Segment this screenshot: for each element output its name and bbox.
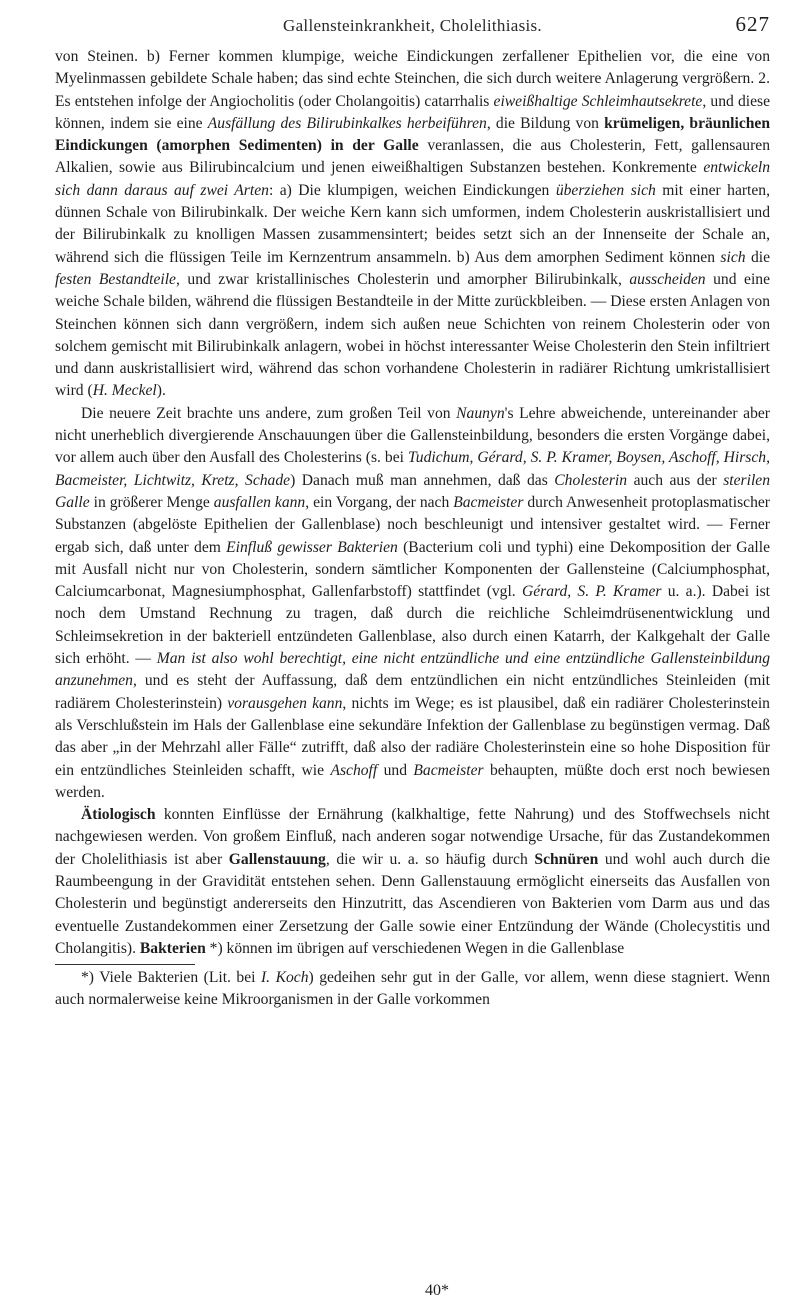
text-run: mit einer harten, dünnen Schale von Bilirubinkalk. Der weiche Kern kann sich umformen, indem Cholesterin auskristallisiert und der Bilirubinkalk zu knolligen Massen zusammensintert; beides setzt sich an der Innenseite der Schale an, während sich die flüssigen Teile im Kernzentrum ansammeln. b) Aus dem amorphen Sediment können — [55, 181, 771, 266]
emphasis: Einfluß gewisser Bakterien — [226, 538, 398, 556]
text-run: auch aus der — [627, 471, 724, 489]
author-name: Naunyn — [456, 404, 505, 422]
author-list: Tudichum, Gérard, S. P. Kramer, Boysen, Aschoff, Hirsch, Bacmeister, Lichtwitz, Kretz, Schade — [55, 449, 770, 489]
bold-term: Schnüren — [534, 850, 599, 868]
paragraph-etiology — [55, 804, 770, 960]
text-run: in größerer Menge — [89, 493, 214, 511]
text-run: und — [377, 761, 414, 779]
emphasis: Cholesterin — [554, 471, 628, 489]
text-run: und wohl auch durch die Raumbeengung in der Gravidität entstehen sehen. Denn Gallenstauung ermöglicht einerseits das Ausfallen von Cholesterin und begünstigt andererseits den Hinzutritt, das Ascendieren von Bakterien vom Darm aus und das eventuelle Zustandekommen einer Zersetzung der Galle sowie einer Entzündung der Wände (Cholecystitis und Cholangitis). — [55, 850, 770, 957]
footnote-rule — [55, 964, 195, 965]
text-run: veranlassen, die aus Cholesterin, Fett, gallensauren Alkalien, sowie aus Bilirubincalcium und jenen eiweißhaltigen Substanzen bestehen. Konkremente — [55, 137, 770, 177]
text-run: durch Anwesenheit protoplasmatischer Substanzen (abgelöste Epithelien der Gallenblase) noch beschleunigt und intensiver gestaltet wird. — Ferner ergab sich, daß unter dem — [55, 493, 770, 556]
text-run: behaupten, müßte doch erst noch bewiesen werden. — [55, 761, 771, 801]
text-run: , und diese können, indem sie eine — [55, 92, 770, 132]
author-name: I. Koch — [260, 969, 309, 987]
paragraph-recent-theories — [55, 403, 770, 804]
text-run: , und es steht der Auffassung, daß dem entzündlichen ein nicht entzündliches Steinleiden (mit radiärem Cholesterinstein) — [55, 672, 770, 712]
text-run: ). — [156, 382, 166, 400]
bold-term: krümeligen, bräunlichen Eindickungen (amorphen Sedimenten) in der Galle — [55, 114, 771, 155]
text-run: (Bacterium coli und typhi) eine Dekomposition der Galle mit Ausfall nicht nur von Cholesterin, sondern sämtlicher Komponenten der Gallensteine (Calciumphosphat, Calciumcarbonat, Magnesiumphosphat, Gallenfarbstoff) stattfindet (vgl. — [55, 538, 771, 601]
bold-term: Gallenstauung — [228, 850, 326, 868]
text-run: u. a.). Dabei ist noch dem Umstand Rechnung zu tragen, daß durch die reichliche Schleimdrüsenentwicklung und Schleimsekretion in der bakteriell entzündeten Gallenblase, also durch einen Katarrh, der Kalkgehalt der Galle sich erhöht. — — [55, 583, 771, 668]
emphasis: festen Bestandteile — [55, 270, 176, 288]
text-run: konnten Einflüsse der Ernährung (kalkhaltige, fette Nahrung) und des Stoffwechsels nicht nachgewiesen werden. Von großem Einfluß, nach anderen sogar notwendige Ursache, für das Zustandekommen der Cholelithiasis ist aber — [55, 806, 770, 868]
text-run: *) können im übrigen auf verschiedenen Wegen in die Gallenblase — [205, 939, 625, 957]
text-run: ) Danach muß man annehmen, daß das — [290, 471, 555, 489]
footnote-text — [55, 967, 770, 1012]
text-run: : a) Die klumpigen, weichen Eindickungen — [268, 181, 556, 199]
text-run: , nichts im Wege; es ist plausibel, daß ein radiärer Cholesterinstein als Verschlußstein im Hals der Gallenblase eine sekundäre Infektion der Gallenblase zu begünstigen vermag. Daß das aber „in der Mehrzahl aller Fälle“ zutrifft, daß also der radiäre Cholesterinstein eine so hohe Disposition für ein entzündliches Steinleiden schafft, wie — [55, 694, 770, 779]
text-run: , ein Vorgang, der nach — [305, 493, 454, 511]
emphasis: sich — [720, 248, 746, 266]
emphasis: eiweißhaltige Schleimhautsekrete — [493, 92, 703, 110]
author-name: Bacmeister — [453, 493, 524, 511]
running-head — [55, 12, 770, 46]
text-run: , und zwar kristallinisches Cholesterin und amorpher Bilirubinkalk, — [175, 270, 630, 288]
emphasis: sterilen Galle — [55, 471, 770, 511]
text-run: und eine weiche Schale bilden, während die flüssigen Bestandteile in der Mitte zurückbleiben. — Diese ersten Anlagen von Steinchen können sich dann vergrößern, indem sich außen neue Schichten von reinem Cholesterin oder von solchem gemischt mit Bilirubinkalk anlagern, wobei in höchst interessanter Weise Cholesterin den Stein infiltriert und dann auskristallisiert wird, während das schon vorhandene Cholesterin in radiärer Richtung umkristallisiert wird ( — [55, 270, 770, 400]
running-title: Gallensteinkrankheit, Cholelithiasis. — [283, 16, 542, 35]
signature-mark: 40* — [425, 1282, 449, 1299]
emphasis: überziehen sich — [555, 181, 656, 199]
text-run: , die Bildung von — [486, 114, 605, 132]
author-name: Bacmeister — [413, 761, 484, 779]
text-run: Die neuere Zeit brachte uns andere, zum großen Teil von — [81, 404, 457, 422]
emphasis: ausscheiden — [629, 270, 706, 288]
bold-term: Ätiologisch — [81, 806, 156, 824]
author-list: Gérard, S. P. Kramer — [521, 583, 662, 601]
bold-term: Bakterien — [139, 939, 206, 957]
footnote — [55, 967, 770, 1012]
text-run: ) gedeihen sehr gut in der Galle, vor allem, wenn diese stagniert. Wenn auch normalerweise keine Mikroorganismen in der Galle vorkommen — [55, 969, 771, 1009]
emphasis: Ausfällung des Bilirubinkalkes herbeiführen — [207, 114, 487, 132]
text-run: die — [745, 248, 771, 266]
author-name: Aschoff — [330, 761, 378, 779]
body-text — [55, 46, 770, 960]
page-number: 627 — [735, 12, 770, 36]
text-run: 's Lehre abweichende, untereinander aber nicht unerheblich divergierende Anschauungen über die Gallensteinbildung, besonders die ersten Vorgänge dabei, vor allem auch über den Ausfall des Cholesterins (s. bei — [55, 404, 771, 467]
text-run: , die wir u. a. so häufig durch — [325, 850, 535, 868]
emphasis: ausfallen kann — [213, 493, 306, 511]
text-run: von Steinen. b) Ferner kommen klumpige, weiche Eindickungen zerfallener Epithelien vor, die eine von Myelinmassen gebildete Schale haben; das sind echte Steinchen, die sich durch weitere Anlagerung vergrößern. 2. Es entstehen infolge der Angiocholitis (oder Cholangoitis) catarrhalis — [55, 48, 770, 110]
author-name: H. Meckel — [92, 382, 157, 400]
text-run: *) Viele Bakterien (Lit. bei — [81, 969, 261, 987]
paragraph-stone-formation — [55, 46, 770, 403]
emphasis: entwickeln sich dann daraus auf zwei Arten — [55, 159, 770, 199]
emphasis: vorausgehen kann — [227, 694, 343, 712]
emphasis: Man ist also wohl berechtigt, eine nicht entzündliche und eine entzündliche Gallensteinbildung anzunehmen — [55, 650, 770, 690]
